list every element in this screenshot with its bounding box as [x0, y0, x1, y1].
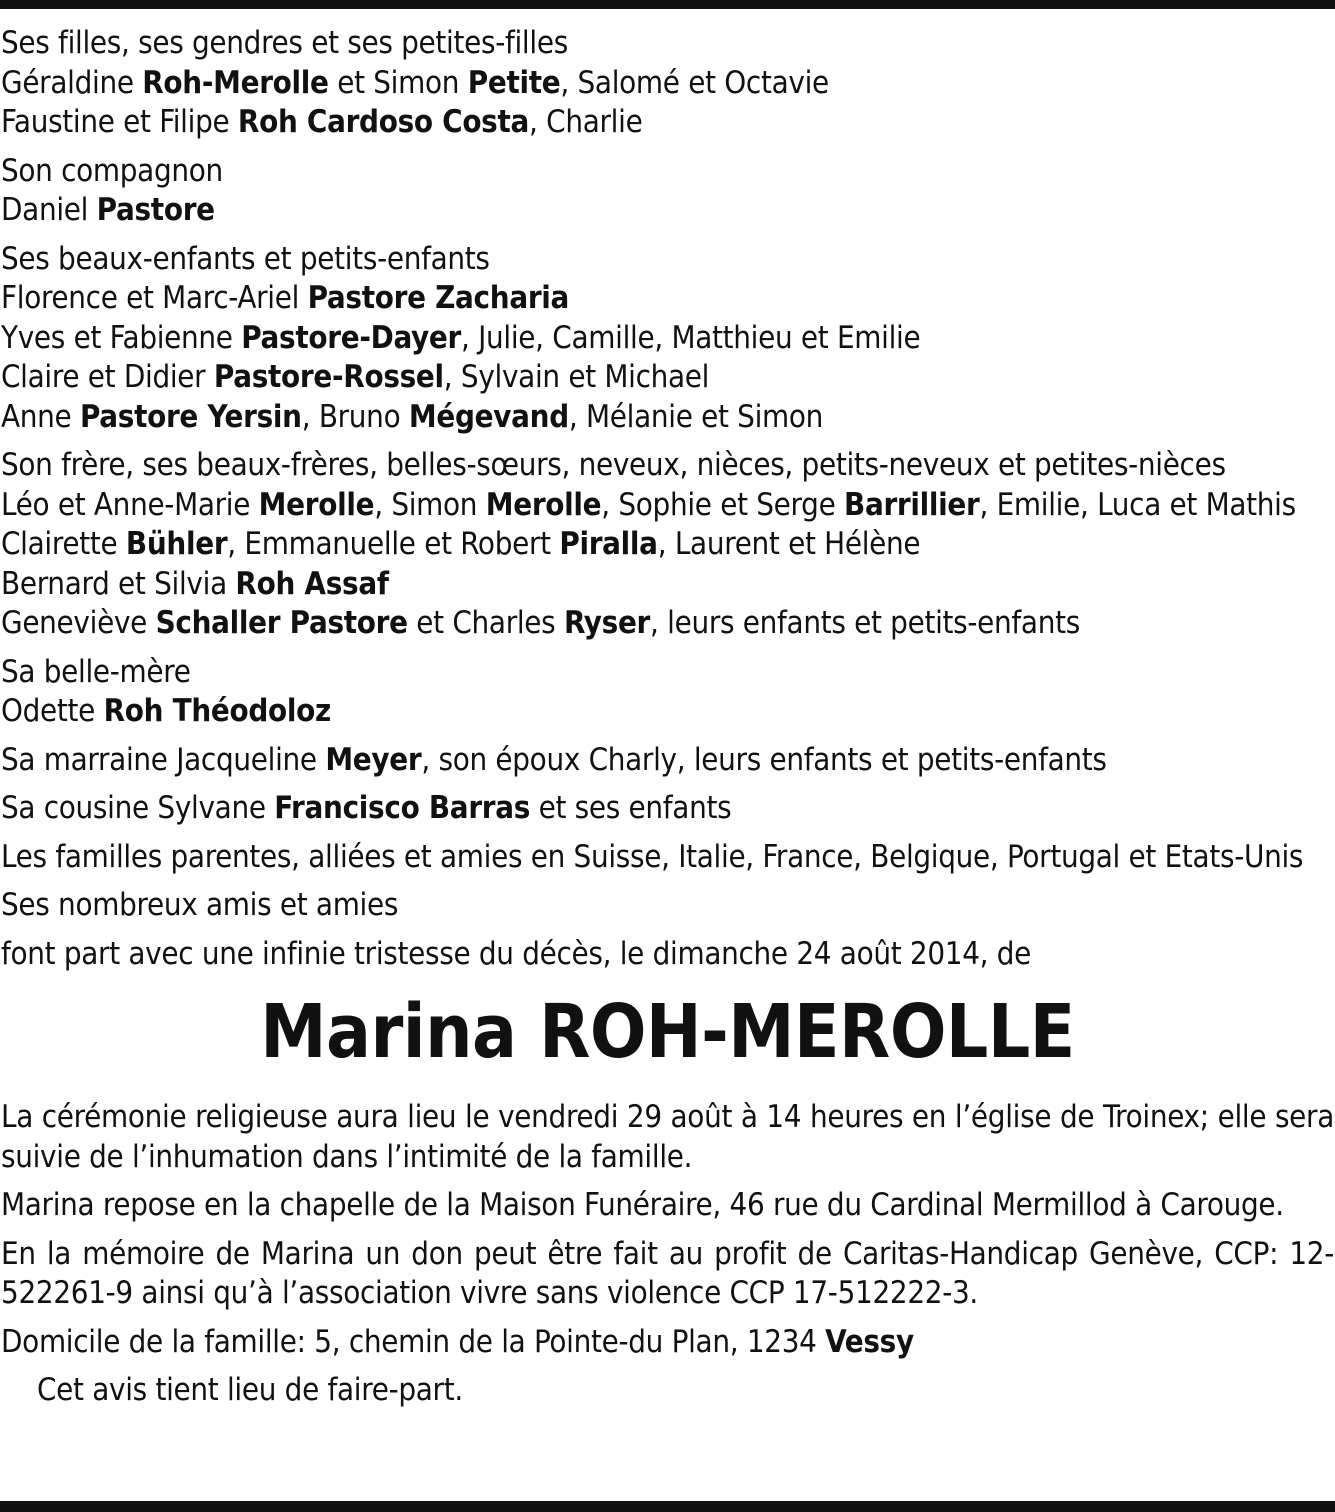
family-group — [1, 152, 1334, 231]
details-line — [1, 1186, 1334, 1226]
family-group — [1, 838, 1334, 878]
family-line — [1, 240, 1334, 280]
family-line — [1, 103, 1334, 143]
text-segment: , Sylvain et Michael — [443, 359, 710, 395]
family-group — [1, 886, 1334, 926]
details-line — [1, 1098, 1334, 1177]
details-line — [1, 1323, 1334, 1363]
family-group — [1, 741, 1334, 781]
text-segment: Ses filles, ses gendres et ses petites-filles — [1, 25, 568, 61]
text-segment: Son compagnon — [1, 152, 223, 189]
details-group — [1, 1186, 1334, 1226]
surname: Vessy — [825, 1323, 914, 1360]
surname: Pastore — [96, 192, 215, 228]
text-segment: et Simon — [328, 64, 468, 101]
closing-note: Cet avis tient lieu de faire-part. — [37, 1372, 463, 1408]
text-segment: , Sophie et Serge — [601, 486, 844, 523]
surname: Pastore-Rossel — [213, 359, 444, 395]
ceremony-details — [1, 1098, 1334, 1362]
family-line — [1, 191, 1334, 231]
text-segment: et Charles — [407, 605, 564, 641]
family-line — [1, 565, 1334, 605]
text-segment: Geneviève — [1, 605, 156, 641]
text-segment: Bernard et Silvia — [1, 565, 236, 602]
text-segment: Anne — [1, 398, 80, 435]
family-line — [1, 604, 1334, 644]
surname: Roh Théodoloz — [103, 693, 331, 729]
family-line — [1, 525, 1334, 565]
text-segment: Ses beaux-enfants et petits-enfants — [1, 240, 490, 277]
family-line — [1, 358, 1334, 398]
text-segment: La cérémonie religieuse aura lieu le vendredi 29 août à 14 heures en l’église de Troinex; elle sera suivie de l’inhumation dans l’intimité de la famille. — [1, 1099, 1334, 1175]
text-segment: , Emmanuelle et Robert — [227, 526, 560, 562]
family-line — [1, 838, 1334, 878]
text-segment: Sa belle-mère — [1, 653, 191, 690]
text-segment: Sa cousine Sylvane — [1, 790, 275, 826]
text-segment: Les familles parentes, alliées et amies en Suisse, Italie, France, Belgique, Portugal et Etats-Unis — [1, 838, 1304, 875]
family-group — [1, 653, 1334, 732]
details-group — [1, 1323, 1334, 1363]
deceased-name: Marina ROH-MEROLLE — [260, 989, 1075, 1075]
surname: Roh Assaf — [235, 565, 389, 602]
text-segment: Marina repose en la chapelle de la Maison Funéraire, 46 rue du Cardinal Mermillod à Carouge. — [1, 1187, 1284, 1223]
surname: Bühler — [125, 526, 228, 562]
text-segment: , leurs enfants et petits-enfants — [650, 605, 1080, 641]
surname: Pastore Zacharia — [307, 280, 570, 316]
details-group — [1, 1235, 1334, 1314]
text-segment: Odette — [1, 693, 104, 729]
family-line — [1, 935, 1334, 975]
text-segment: , Emilie, Luca et Mathis — [979, 486, 1296, 523]
text-segment: font part avec une infinie tristesse du décès, le dimanche 24 août 2014, de — [1, 935, 1032, 972]
surname: Merolle — [258, 486, 375, 523]
surname: Meyer — [325, 741, 422, 778]
text-segment: Yves et Fabienne — [1, 319, 242, 356]
text-segment: Claire et Didier — [1, 359, 214, 395]
family-line — [1, 486, 1334, 526]
surname: Piralla — [559, 526, 658, 562]
family-line — [1, 653, 1334, 693]
text-segment: Florence et Marc-Ariel — [1, 280, 308, 316]
text-segment: et ses enfants — [530, 790, 732, 826]
surname: Petite — [467, 64, 561, 101]
text-segment: , Salomé et Octavie — [560, 64, 829, 101]
surname: Ryser — [563, 605, 651, 641]
text-segment: , son époux Charly, leurs enfants et petits-enfants — [421, 741, 1107, 778]
family-group — [1, 446, 1334, 644]
family-announcement — [1, 24, 1334, 974]
details-line — [1, 1235, 1334, 1314]
text-segment: , Julie, Camille, Matthieu et Emilie — [461, 319, 921, 356]
family-line — [1, 741, 1334, 781]
text-segment: En la mémoire de Marina un don peut être fait au profit de Caritas-Handicap Genève, CCP: 12-522261-9 ainsi qu’à l’association vivre sans violence CCP 17-512222-3. — [1, 1235, 1334, 1311]
surname: Barrillier — [844, 486, 980, 523]
top-rule — [0, 0, 1335, 9]
family-group — [1, 240, 1334, 438]
family-line — [1, 886, 1334, 926]
text-segment: , Charlie — [529, 104, 643, 140]
family-line — [1, 446, 1334, 486]
surname: Mégevand — [408, 398, 569, 435]
surname: Roh-Merolle — [142, 64, 329, 101]
text-segment: , Mélanie et Simon — [568, 398, 824, 435]
text-segment: Clairette — [1, 526, 126, 562]
family-line — [1, 398, 1334, 438]
family-line — [1, 319, 1334, 359]
notice-body — [1, 24, 1334, 1411]
family-group — [1, 935, 1334, 975]
text-segment: , Bruno — [301, 398, 409, 435]
text-segment: Ses nombreux amis et amies — [1, 887, 399, 923]
details-group — [1, 1098, 1334, 1177]
family-line — [1, 279, 1334, 319]
surname: Schaller Pastore — [155, 605, 408, 641]
text-segment: Léo et Anne-Marie — [1, 486, 259, 523]
family-line — [1, 692, 1334, 732]
surname: Pastore-Dayer — [241, 319, 461, 356]
family-line — [1, 789, 1334, 829]
text-segment: Daniel — [1, 192, 97, 228]
text-segment: , Laurent et Hélène — [657, 526, 921, 562]
text-segment: Faustine et Filipe — [1, 104, 238, 140]
surname: Francisco Barras — [274, 790, 531, 826]
surname: Merolle — [485, 486, 602, 523]
text-segment: Sa marraine Jacqueline — [1, 741, 326, 778]
text-segment: Son frère, ses beaux-frères, belles-sœurs, neveux, nièces, petits-neveux et petites-nièces — [1, 447, 1226, 483]
family-group — [1, 24, 1334, 143]
text-segment: , Simon — [374, 486, 486, 523]
family-group — [1, 789, 1334, 829]
surname: Pastore Yersin — [79, 398, 302, 435]
family-line — [1, 152, 1334, 192]
family-line — [1, 64, 1334, 104]
text-segment: Domicile de la famille: 5, chemin de la Pointe-du Plan, 1234 — [1, 1323, 826, 1360]
bottom-rule — [0, 1501, 1335, 1512]
surname: Roh Cardoso Costa — [237, 104, 530, 140]
family-line — [1, 24, 1334, 64]
text-segment: Géraldine — [1, 64, 143, 101]
